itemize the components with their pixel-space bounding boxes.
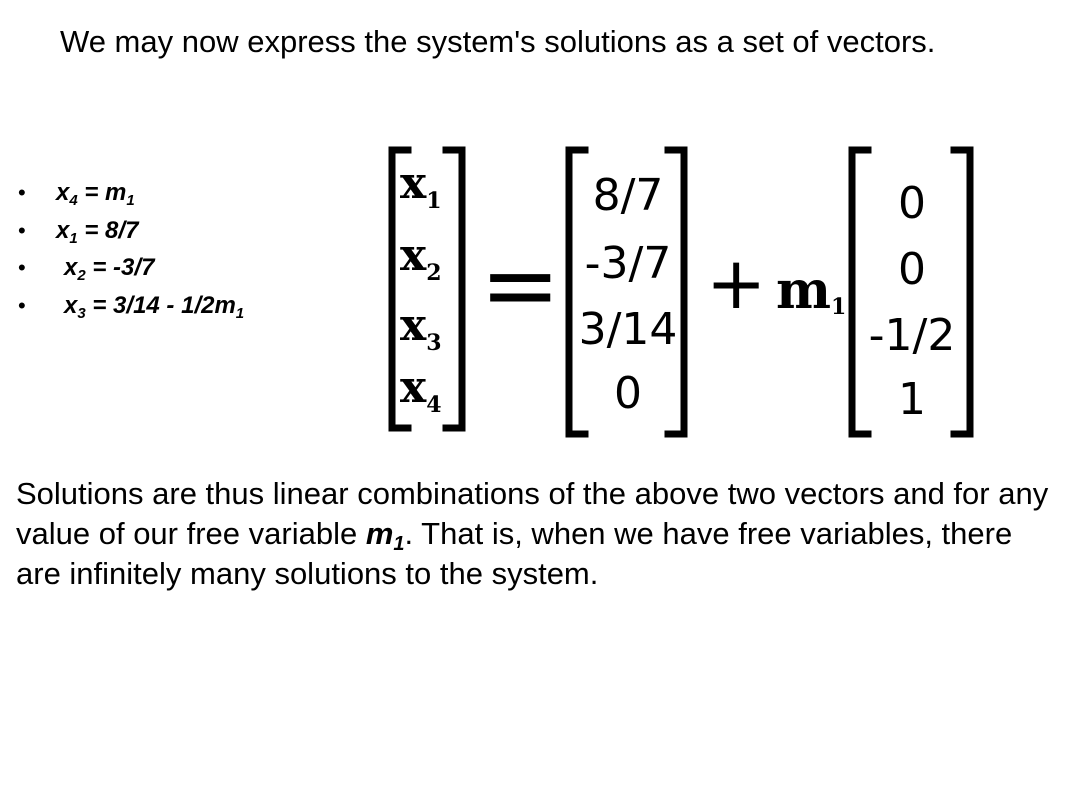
lhs-entry: $x_4$ [400,362,442,418]
constant-entry: 3/14 [578,304,678,355]
direction-entry: -1/2 [868,310,956,361]
lhs-entry: $x_1$ [400,158,442,214]
lhs-entry: $x_2$ [400,230,442,286]
right-bracket [668,150,684,434]
equation-var-subscript: 2 [77,267,86,284]
equation-rhs: = m [77,179,127,206]
equals-sign: = [480,229,561,341]
conclusion-part2: . That is, when we have free variables, there are infinitely many solutions to the system. [16,516,1013,591]
equation-var-subscript: 1 [69,229,78,247]
left-bracket [569,150,585,434]
intro-text: We may now express the system's solutions as a set of vectors. [60,24,936,59]
left-bracket [852,150,868,434]
bullet-icon: • [18,217,26,243]
equation-item [14,287,244,325]
equation-list [14,174,244,324]
equation-var-subscript: 3 [77,304,86,322]
constant-entry: 8/7 [592,170,664,221]
direction-entry: 0 [898,178,926,229]
equation-rhs: = -3/7 [85,254,155,281]
equation-var: x [56,216,70,244]
equation-rhs: = 8/7 [77,216,139,244]
equation-item [14,174,244,212]
lhs-entry: $x_3$ [400,300,442,356]
direction-entry: 1 [898,374,926,425]
parameter-m1: m1 [776,260,847,321]
right-bracket [954,150,970,434]
equation-rhs-subscript: 1 [235,304,245,322]
vector-equation [380,140,990,440]
equation-var: x [56,179,70,206]
constant-entry: 0 [614,368,642,419]
direction-entry: 0 [898,244,926,295]
plus-sign: + [706,241,767,325]
right-bracket [446,150,462,428]
vector-equation-figure [380,140,990,440]
equation-var: x [64,291,78,319]
equation-item [14,212,244,250]
bullet-icon: • [18,292,26,318]
equation-item [14,249,244,287]
constant-entry: -3/7 [584,238,672,289]
equation-var-subscript: 4 [69,192,78,209]
equation-rhs: = 3/14 - 1/2m [85,291,236,319]
equation-rhs-subscript: 1 [126,192,135,209]
bullet-icon: • [18,180,26,205]
conclusion-text [16,474,1056,594]
free-variable: $m_1$ [365,516,405,555]
bullet-icon: • [18,255,26,280]
equation-var: x [64,254,78,281]
conclusion-part1: Solutions are thus linear combinations of the above two vectors and for any value of our free variable [16,476,1049,551]
